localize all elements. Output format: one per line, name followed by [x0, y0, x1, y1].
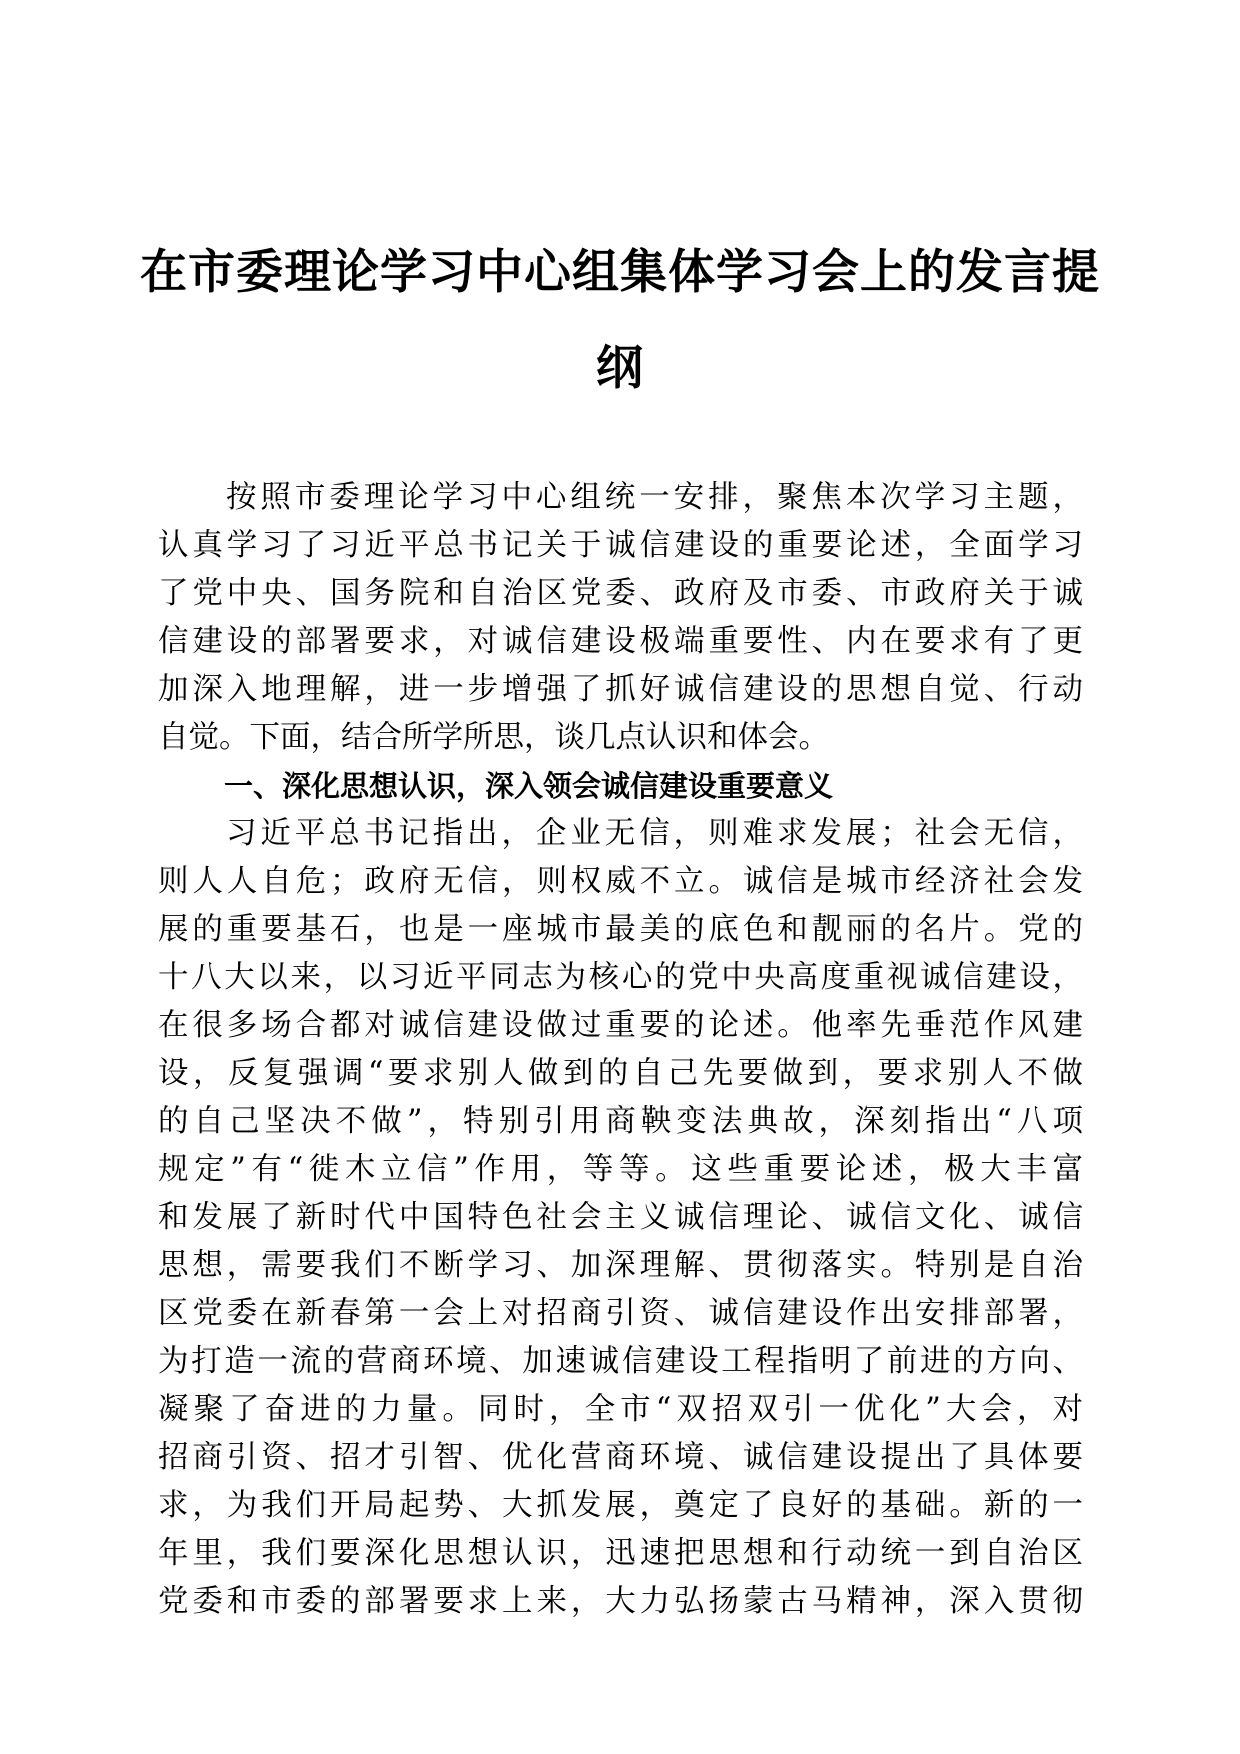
document-body [158, 474, 1083, 1626]
paragraph-line: 党委和市委的部署要求上来，大力弘扬蒙古马精神，深入贯彻 [158, 1584, 1083, 1619]
paragraph-line: 在很多场合都对诚信建设做过重要的论述。他率先垂范作风建 [158, 1008, 1083, 1043]
document-title [140, 225, 1100, 417]
paragraph-line: 求，为我们开局起势、大抓发展，奠定了良好的基础。新的一 [158, 1488, 1083, 1523]
paragraph-line: 区党委在新春第一会上对招商引资、诚信建设作出安排部署， [158, 1296, 1083, 1331]
paragraph-line: 凝聚了奋进的力量。同时，全市“双招双引一优化”大会，对 [158, 1392, 1083, 1427]
paragraph-line: 习近平总书记指出，企业无信，则难求发展；社会无信， [226, 816, 1083, 851]
title-line: 在市委理论学习中心组集体学习会上的发言提 [140, 245, 1100, 300]
section-paragraph [158, 810, 1083, 1626]
paragraph-line: 招商引资、招才引智、优化营商环境、诚信建设提出了具体要 [158, 1440, 1083, 1475]
paragraph-line: 思想，需要我们不断学习、加深理解、贯彻落实。特别是自治 [158, 1248, 1083, 1283]
paragraph-line: 规定”有“徙木立信”作用，等等。这些重要论述，极大丰富 [158, 1152, 1083, 1187]
paragraph-line: 和发展了新时代中国特色社会主义诚信理论、诚信文化、诚信 [158, 1200, 1083, 1235]
paragraph-line: 认真学习了习近平总书记关于诚信建设的重要论述，全面学习 [158, 528, 1083, 563]
paragraph-line: 的自己坚决不做”，特别引用商鞅变法典故，深刻指出“八项 [158, 1104, 1083, 1139]
paragraph-line: 为打造一流的营商环境、加速诚信建设工程指明了前进的方向、 [158, 1344, 1083, 1379]
paragraph-line: 信建设的部署要求，对诚信建设极端重要性、内在要求有了更 [158, 624, 1083, 659]
title-line: 纲 [596, 341, 644, 396]
paragraph-line: 展的重要基石，也是一座城市最美的底色和靓丽的名片。党的 [158, 912, 1083, 947]
paragraph-line: 则人人自危；政府无信，则权威不立。诚信是城市经济社会发 [158, 864, 1083, 899]
paragraph-line: 自觉。下面，结合所学所思，谈几点认识和体会。 [158, 720, 829, 755]
paragraph-line: 十八大以来，以习近平同志为核心的党中央高度重视诚信建设， [158, 960, 1083, 995]
paragraph-line: 加深入地理解，进一步增强了抓好诚信建设的思想自觉、行动 [158, 672, 1083, 707]
paragraph-line: 年里，我们要深化思想认识，迅速把思想和行动统一到自治区 [158, 1536, 1083, 1571]
paragraph-line: 按照市委理论学习中心组统一安排，聚焦本次学习主题， [226, 480, 1083, 515]
section-heading: 一、深化思想认识，深入领会诚信建设重要意义 [224, 769, 834, 803]
paragraph-line: 了党中央、国务院和自治区党委、政府及市委、市政府关于诚 [158, 576, 1083, 611]
intro-paragraph [158, 474, 1083, 762]
paragraph-line: 设，反复强调“要求别人做到的自己先要做到，要求别人不做 [158, 1056, 1083, 1091]
